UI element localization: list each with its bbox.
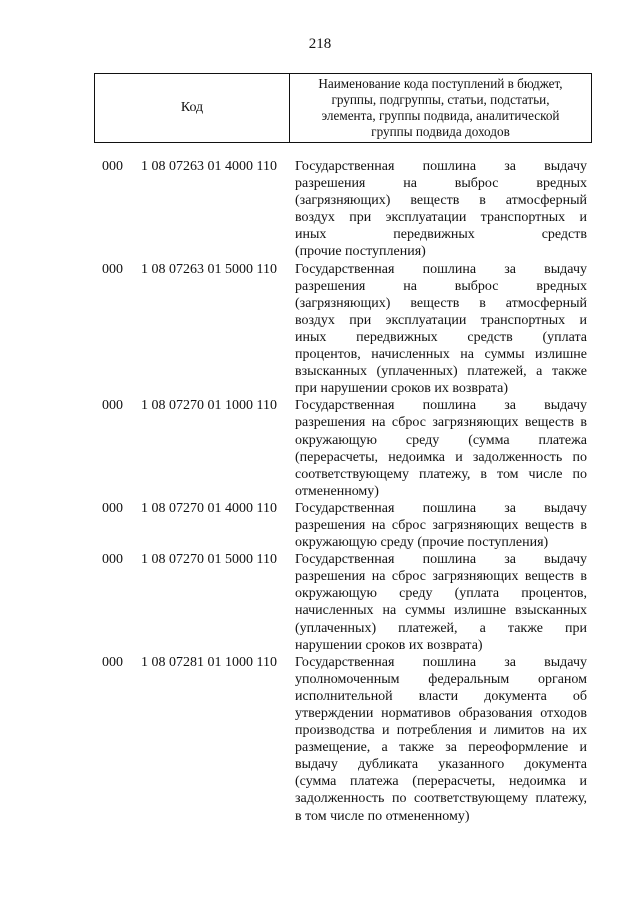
description-line: окружающую среду (сумма платежа [295,432,587,448]
description-line: исполнительной власти документа об [295,688,587,704]
table-header [94,73,592,143]
table-row [0,551,640,654]
income-description [295,654,587,825]
description-line: окружающую среду (прочие поступления) [295,535,549,551]
income-code: 1 08 07281 01 1000 110 [141,654,277,670]
admin-code: 000 [102,500,123,516]
description-line: (сумма платежа (перерасчеты, недоимка и [295,774,587,790]
description-line: соответствующему платежу, в том числе по [295,466,587,482]
table-row [0,654,640,825]
description-line: иных передвижных средств (уплата [295,329,587,345]
description-line: в том числе по отмененному) [295,808,470,824]
income-description [295,551,587,654]
description-line: взысканных (уплаченных) платежей, а также [295,364,587,380]
income-code: 1 08 07270 01 5000 110 [141,552,277,568]
income-description [295,261,587,398]
header-code-column: Код [95,74,290,142]
description-line: воздух при эксплуатации транспортных и [295,210,587,226]
income-code-list [0,158,640,825]
description-line: выдачу дубликата указанного документа [295,757,587,773]
description-line: начисленных на суммы излишне взысканных [295,603,587,619]
description-line: разрешения на сброс загрязняющих веществ в [295,415,587,431]
income-code: 1 08 07270 01 1000 110 [141,398,277,414]
description-line: (уплаченных) платежей, а также при [295,620,587,636]
description-line: воздух при эксплуатации транспортных и [295,312,587,328]
description-line: (загрязняющих) веществ в атмосферный [295,193,587,209]
description-line: утверждении нормативов образования отходов [295,706,587,721]
description-line: Государственная пошлина за выдачу [295,159,587,174]
admin-code: 000 [102,261,123,277]
description-line: разрешения на выброс вредных [295,176,587,192]
table-row [0,500,640,551]
description-line: разрешения на выброс вредных [295,278,587,294]
income-code: 1 08 07263 01 5000 110 [141,261,277,277]
description-line: процентов, начисленных на суммы излишне [295,347,587,363]
income-description [295,158,587,261]
description-line: при нарушении сроков их возврата) [295,381,509,397]
description-line: (перерасчеты, недоимка и задолженность по [295,449,587,465]
table-row [0,158,640,261]
admin-code: 000 [102,398,123,414]
table-row [0,261,640,398]
header-name-line: Наименование кода поступлений в бюджет, [318,76,563,92]
description-line: Государственная пошлина за выдачу [295,398,587,414]
income-description [295,397,587,500]
income-code: 1 08 07263 01 4000 110 [141,159,277,174]
page-number: 218 [308,36,332,52]
description-line: уполномоченным федеральным органом [295,671,587,687]
header-name-column [290,74,591,142]
description-line: нарушении сроков их возврата) [295,637,483,653]
description-line: окружающую среду (уплата процентов, [295,586,587,602]
description-line: задолженность по соответствующему платежу, [295,791,587,807]
header-name-line: группы подвида доходов [371,123,510,139]
description-line: отмененному) [295,483,379,499]
description-line: (прочие поступления) [295,244,426,260]
header-name-line: группы, подгруппы, статьи, подстатьи, [331,92,550,108]
admin-code: 000 [102,654,123,670]
description-line: Государственная пошлина за выдачу [295,654,587,670]
description-line: размещение, а также за переоформление и [295,740,587,756]
header-name-line: элемента, группы подвида, аналитической [321,108,560,123]
description-line: Государственная пошлина за выдачу [295,552,587,568]
description-line: Государственная пошлина за выдачу [295,500,587,516]
income-code: 1 08 07270 01 4000 110 [141,500,277,516]
table-row [0,397,640,500]
description-line: Государственная пошлина за выдачу [295,261,587,277]
description-line: иных передвижных средств [295,227,587,243]
admin-code: 000 [102,552,123,568]
description-line: производства и потребления и лимитов на их [295,723,587,739]
description-line: (загрязняющих) веществ в атмосферный [295,295,587,311]
admin-code: 000 [102,159,123,174]
income-description [295,500,587,551]
description-line: разрешения на сброс загрязняющих веществ в [295,569,587,585]
description-line: разрешения на сброс загрязняющих веществ в [295,517,587,533]
